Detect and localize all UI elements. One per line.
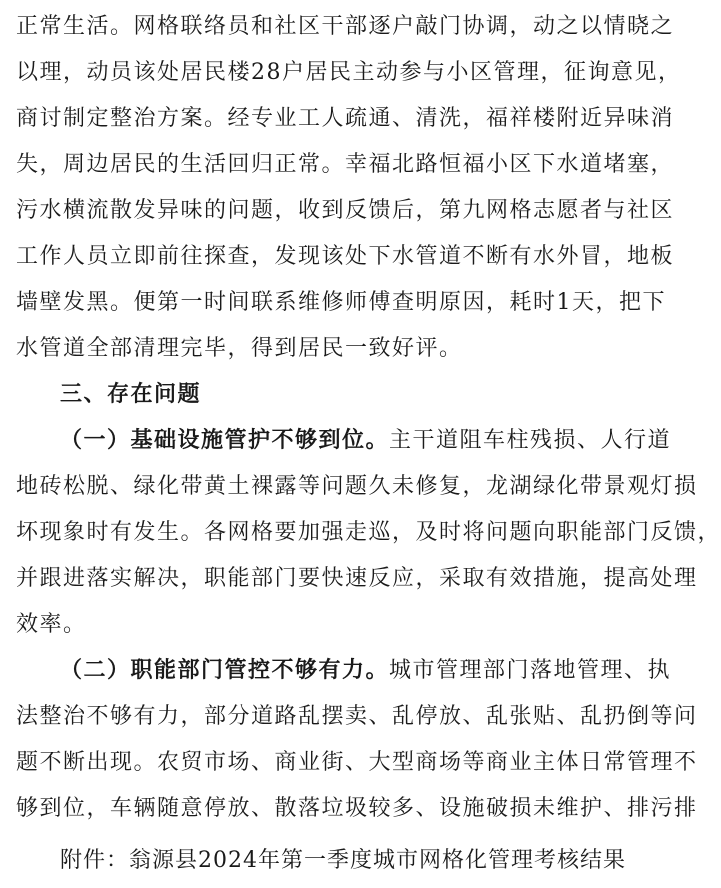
paragraph-line: 题不断出现。农贸市场、商业街、大型商场等商业主体日常管理不 <box>16 750 698 775</box>
subsection-2-text: 城市管理部门落地管理、执 <box>389 658 672 683</box>
paragraph-line: 够到位，车辆随意停放、散落垃圾较多、设施破损未维护、排污排 <box>16 796 698 821</box>
paragraph-line: 并跟进落实解决，职能部门要快速反应，采取有效措施，提高处理 <box>16 566 698 591</box>
paragraph-line: 水管道全部清理完毕，得到居民一致好评。 <box>16 336 463 361</box>
paragraph-line: 正常生活。网格联络员和社区干部逐户敲门协调，动之以情晓之 <box>16 14 675 39</box>
paragraph-line: 地砖松脱、绿化带黄土裸露等问题久未修复，龙湖绿化带景观灯损 <box>16 474 698 499</box>
subsection-1-text: 主干道阻车柱残损、人行道 <box>389 428 672 453</box>
subsection-2-first-line <box>60 658 672 684</box>
paragraph-line: 工作人员立即前往探查，发现该处下水管道不断有水外冒，地板 <box>16 244 675 269</box>
attachment-line: 附件：翁源县2024年第一季度城市网格化管理考核结果 <box>60 848 626 873</box>
paragraph-line: 失，周边居民的生活回归正常。幸福北路恒福小区下水道堵塞， <box>16 152 675 177</box>
paragraph-line: 以理，动员该处居民楼28户居民主动参与小区管理，征询意见， <box>16 60 682 85</box>
paragraph-line: 法整治不够有力，部分道路乱摆卖、乱停放、乱张贴、乱扔倒等问 <box>16 704 698 729</box>
subsection-1-title: （一）基础设施管护不够到位。 <box>60 428 390 453</box>
paragraph-line: 商讨制定整治方案。经专业工人疏通、清洗，福祥楼附近异味消 <box>16 106 675 131</box>
subsection-1-first-line <box>60 428 672 454</box>
paragraph-line: 污水横流散发异味的问题，收到反馈后，第九网格志愿者与社区 <box>16 198 675 223</box>
paragraph-line: 墙壁发黑。便第一时间联系维修师傅查明原因，耗时1天，把下 <box>16 290 666 315</box>
paragraph-line: 坏现象时有发生。各网格要加强走巡，及时将问题向职能部门反馈， <box>16 520 721 545</box>
paragraph-line: 效率。 <box>16 612 87 637</box>
section-heading: 三、存在问题 <box>60 382 202 407</box>
subsection-2-title: （二）职能部门管控不够有力。 <box>60 658 390 683</box>
